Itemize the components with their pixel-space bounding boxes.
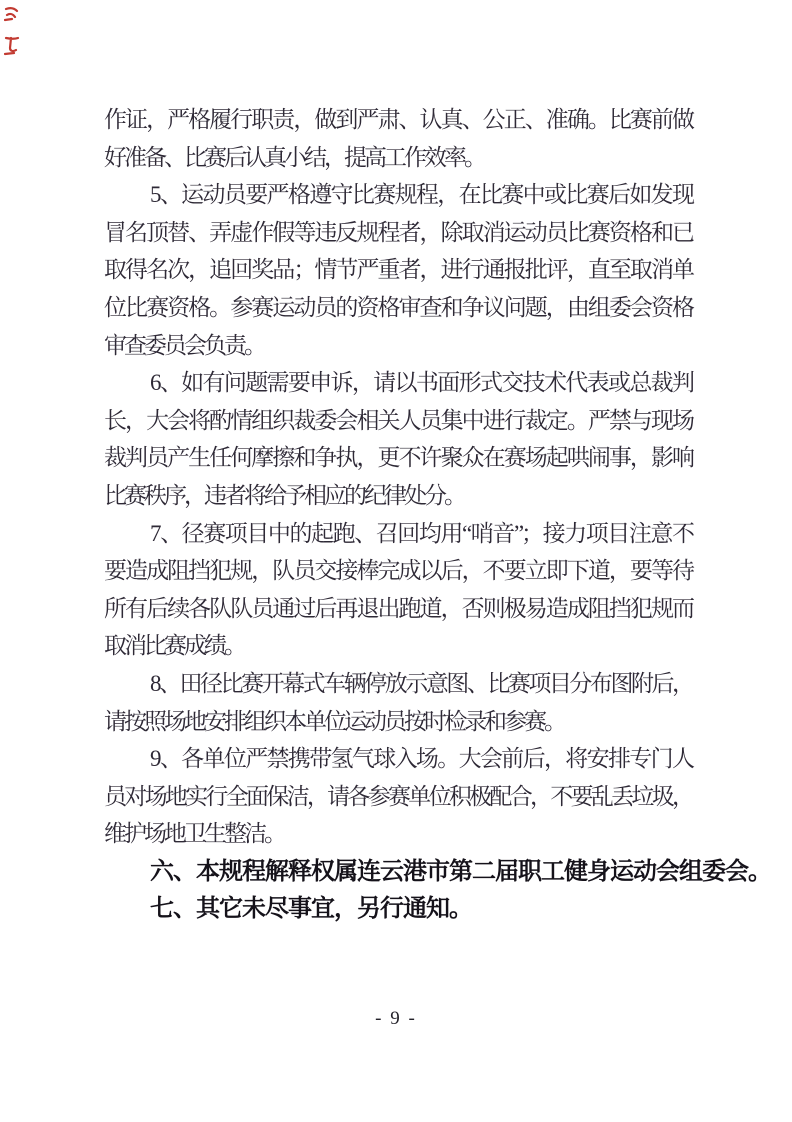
- text-line: 6、如有问题需要申诉，请以书面形式交技术代表或总裁判: [150, 370, 692, 396]
- text-line: 冒名顶替、弄虚作假等违反规程者，除取消运动员比赛资格和已: [104, 219, 692, 245]
- text-content: [104, 101, 771, 928]
- text-line: 维护场地卫生整洁。: [104, 821, 284, 847]
- text-line: 取得名次，追回奖品；情节严重者，进行通报批评，直至取消单: [104, 257, 692, 283]
- seal-stroke: [5, 38, 18, 54]
- text-line: 5、运动员要严格遵守比赛规程，在比赛中或比赛后如发现: [150, 182, 692, 208]
- text-line: 7、径赛项目中的起跑、召回均用“哨音”；接力项目注意不: [150, 520, 692, 546]
- seal-fragment-icon: [4, 6, 22, 24]
- text-line: 七、其它未尽事宜，另行通知。: [150, 895, 472, 923]
- text-line: 审查委员会负责。: [104, 332, 264, 358]
- page-number: - 9 -: [375, 1008, 417, 1029]
- seal-stroke: [5, 8, 17, 20]
- text-line: 所有后续各队队员通过后再退出跑道，否则极易造成阻挡犯规而: [104, 595, 692, 621]
- seal-fragment-icon: [4, 36, 22, 56]
- text-line: 9、各单位严禁携带氢气球入场。大会前后，将安排专门人: [150, 746, 692, 772]
- text-line: 8、田径比赛开幕式车辆停放示意图、比赛项目分布图附后，: [150, 670, 692, 696]
- text-line: 六、本规程解释权属连云港市第二届职工健身运动会组委会。: [150, 857, 771, 885]
- text-line: 要造成阻挡犯规，队员交接棒完成以后，不要立即下道，要等待: [104, 558, 692, 584]
- text-line: 取消比赛成绩。: [104, 633, 244, 659]
- text-line: 好准备、比赛后认真小结，提高工作效率。: [104, 144, 484, 170]
- text-line: 裁判员产生任何摩擦和争执，更不许聚众在赛场起哄闹事，影响: [104, 445, 692, 471]
- text-line: 比赛秩序，违者将给予相应的纪律处分。: [104, 482, 464, 508]
- text-line: 位比赛资格。参赛运动员的资格审查和争议问题，由组委会资格: [104, 294, 692, 320]
- text-line: 请按照场地安排组织本单位运动员按时检录和参赛。: [104, 708, 564, 734]
- text-line: 员对场地实行全面保洁，请各参赛单位积极配合，不要乱丢垃圾，: [104, 783, 692, 809]
- text-line: 长，大会将酌情组织裁委会相关人员集中进行裁定。严禁与现场: [104, 407, 692, 433]
- text-line: 作证，严格履行职责，做到严肃、认真、公正、准确。比赛前做: [104, 107, 692, 132]
